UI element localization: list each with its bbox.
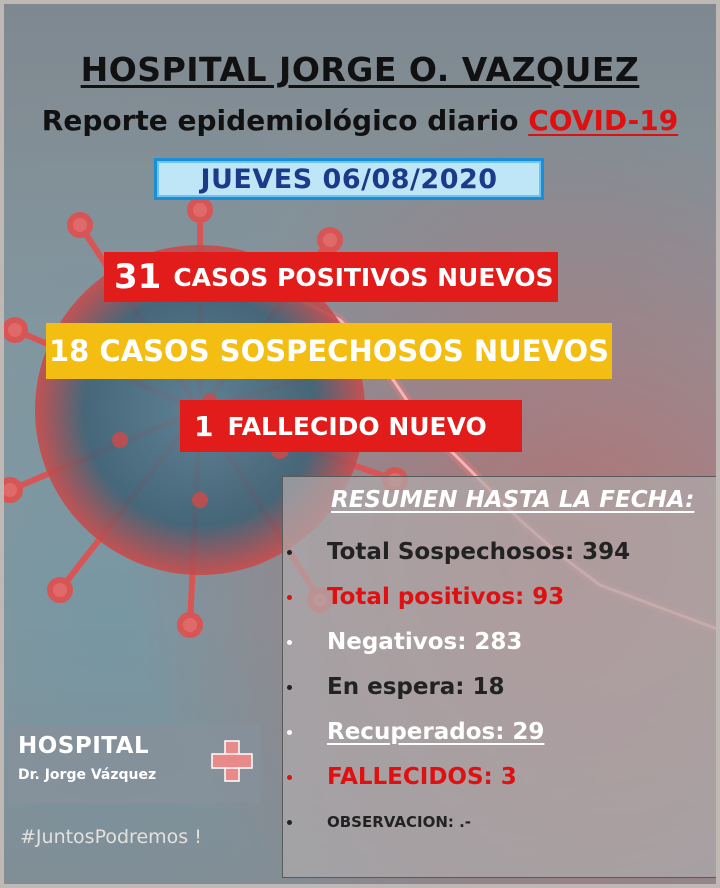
- subtitle-text: Reporte epidemiológico diario: [41, 104, 519, 137]
- bullet-icon: [287, 685, 292, 690]
- summary-item-pending: En espera: 18: [283, 664, 719, 709]
- bullet-icon: [287, 730, 292, 735]
- summary-item-total-positive: Total positivos: 93: [283, 574, 719, 619]
- summary-item-negative: Negativos: 283: [283, 619, 719, 664]
- bullet-icon: [287, 550, 292, 555]
- bullet-icon: [287, 775, 292, 780]
- logo-line-1: HOSPITAL: [18, 733, 150, 759]
- hospital-logo: [8, 725, 260, 803]
- hashtag-text: #JuntosPodremos !: [20, 826, 202, 848]
- summary-list: [283, 529, 719, 844]
- page-subtitle: [0, 104, 720, 137]
- bullet-icon: [287, 595, 292, 600]
- covid-label: COVID-19: [528, 104, 679, 137]
- summary-title: RESUMEN HASTA LA FECHA:: [331, 487, 695, 513]
- new-suspected-text: 18 CASOS SOSPECHOSOS NUEVOS: [48, 334, 610, 368]
- bullet-icon: [287, 820, 292, 825]
- date-banner: [154, 158, 544, 200]
- bullet-icon: [287, 640, 292, 645]
- new-deceased-count: 1: [194, 409, 214, 443]
- page-title: HOSPITAL JORGE O. VAZQUEZ: [80, 50, 640, 89]
- new-positive-label: CASOS POSITIVOS NUEVOS: [173, 262, 554, 292]
- medical-cross-icon: [210, 739, 254, 783]
- logo-line-2: Dr. Jorge Vázquez: [18, 767, 157, 783]
- date-text: JUEVES 06/08/2020: [157, 161, 541, 197]
- summary-item-recovered: Recuperados: 29: [283, 709, 719, 754]
- new-positive-count: 31: [114, 257, 162, 297]
- new-suspected-cases-banner: [46, 323, 612, 379]
- new-deceased-label: FALLECIDO NUEVO: [227, 411, 487, 441]
- new-deceased-banner: [180, 400, 522, 452]
- summary-item-deceased: FALLECIDOS: 3: [283, 754, 719, 799]
- summary-item-observation: OBSERVACION: .-: [283, 799, 719, 844]
- summary-item-total-suspected: Total Sospechosos: 394: [283, 529, 719, 574]
- new-positive-cases-banner: [104, 252, 558, 302]
- summary-panel: [282, 476, 720, 878]
